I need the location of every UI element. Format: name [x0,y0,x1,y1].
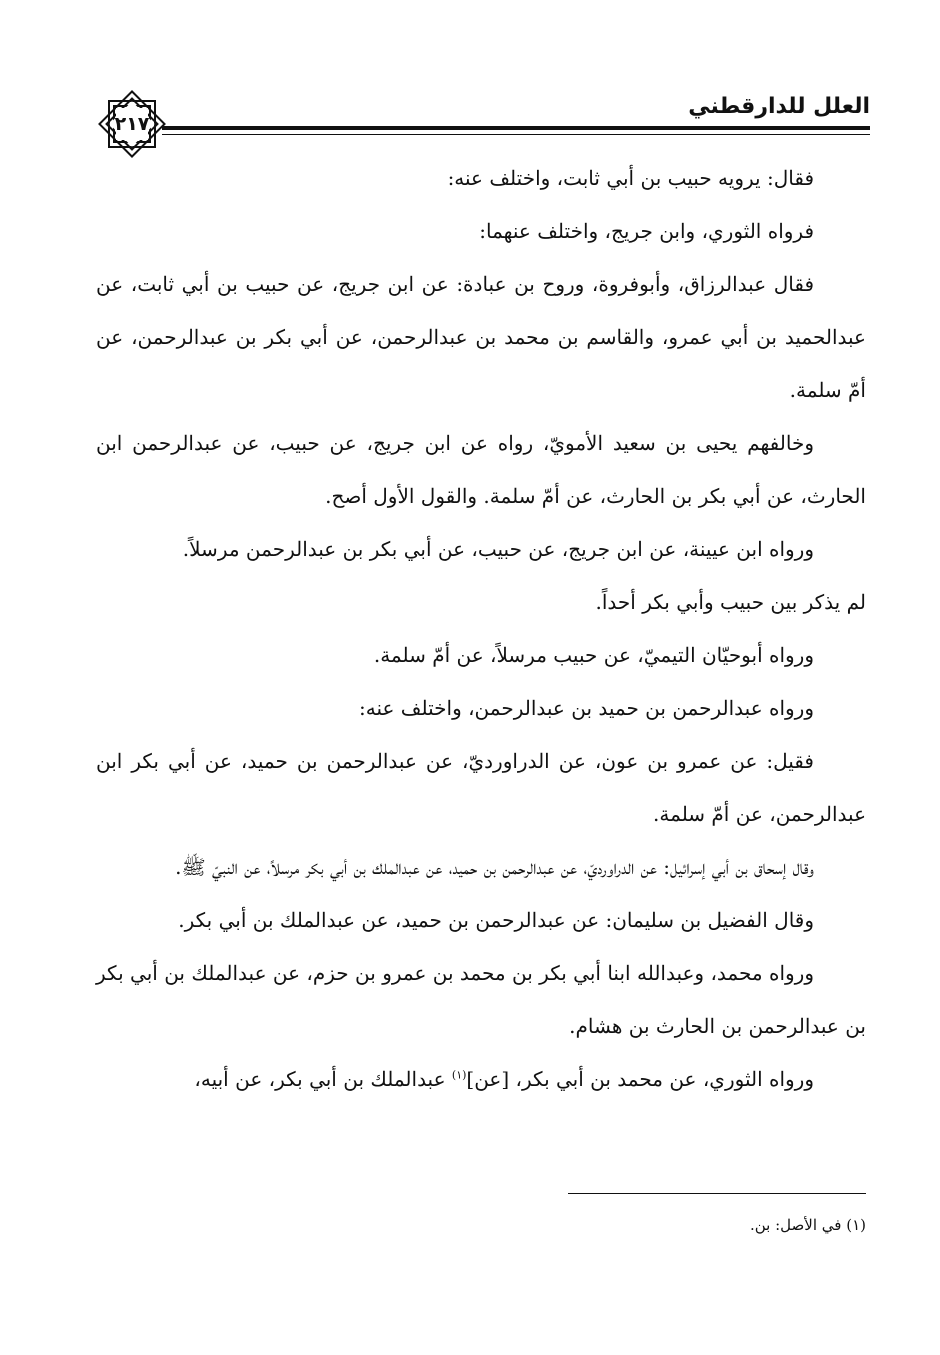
page-number: ٢١٧ [114,113,150,135]
header-rule-thin [162,134,870,135]
paragraph: فرواه الثوري، وابن جريج، واختلف عنهما: [479,219,814,243]
paragraph: وقال الفضيل بن سليمان: عن عبدالرحمن بن حميد، عن عبدالملك بن أبي بكر. [178,908,814,932]
paragraph-text: عبدالملك بن أبي بكر، عن أبيه، [194,1067,452,1091]
paragraph-text: ورواه الثوري، عن محمد بن أبي بكر، [عن] [466,1067,814,1091]
paragraph: وخالفهم يحيى بن سعيد الأمويّ، رواه عن ابن جريج، عن حبيب، عن عبدالرحمن ابن الحارث، عن أبي بكر بن الحارث، عن أمّ سلمة. والقول الأول أصح. [96,431,866,508]
paragraph: لم يذكر بين حبيب وأبي بكر أحداً. [595,590,866,614]
paragraph: فقال عبدالرزاق، وأبوفروة، وروح بن عبادة: عن ابن جريج، عن حبيب بن أبي ثابت، عن عبدالحميد بن أبي عمرو، والقاسم بن محمد بن عبدالرحمن، عن أبي بكر بن عبدالرحمن، عن أمّ سلمة. [96,272,866,402]
footnote-divider [568,1193,866,1194]
paragraph: ورواه عبدالرحمن بن حميد بن عبدالرحمن، واختلف عنه: [359,696,814,720]
paragraph: ورواه ابن عيينة، عن ابن جريج، عن حبيب، عن أبي بكر بن عبدالرحمن مرسلاً. [182,537,814,561]
book-title: العلل للدارقطني [688,94,870,119]
paragraph: فقيل: عن عمرو بن عون، عن الدراورديّ، عن عبدالرحمن بن حميد، عن أبي بكر ابن عبدالرحمن، عن أمّ سلمة. [96,749,866,826]
paragraph: فقال: يرويه حبيب بن أبي ثابت، واختلف عنه: [447,166,814,190]
paragraph [96,1053,866,1106]
header-rule-thick [162,126,870,130]
footnote: (١) في الأصل: بن. [750,1216,866,1234]
paragraph: ورواه أبوحيّان التيميّ، عن حبيب مرسلاً، عن أمّ سلمة. [373,643,814,667]
main-text [96,152,866,1106]
paragraph: وقال إسحاق بن أبي إسرائيل: عن الدراورديّ، عن عبدالرحمن بن حميد، عن عبدالملك بن أبي بكر مرسلاً، عن النبيّ ﷺ. [175,855,814,879]
paragraph: ورواه محمد، وعبدالله ابنا أبي بكر بن محمد بن عمرو بن حزم، عن عبدالملك بن أبي بكر بن عبدالرحمن بن الحارث بن هشام. [96,961,866,1038]
footnote-marker: (١) [451,1068,467,1082]
